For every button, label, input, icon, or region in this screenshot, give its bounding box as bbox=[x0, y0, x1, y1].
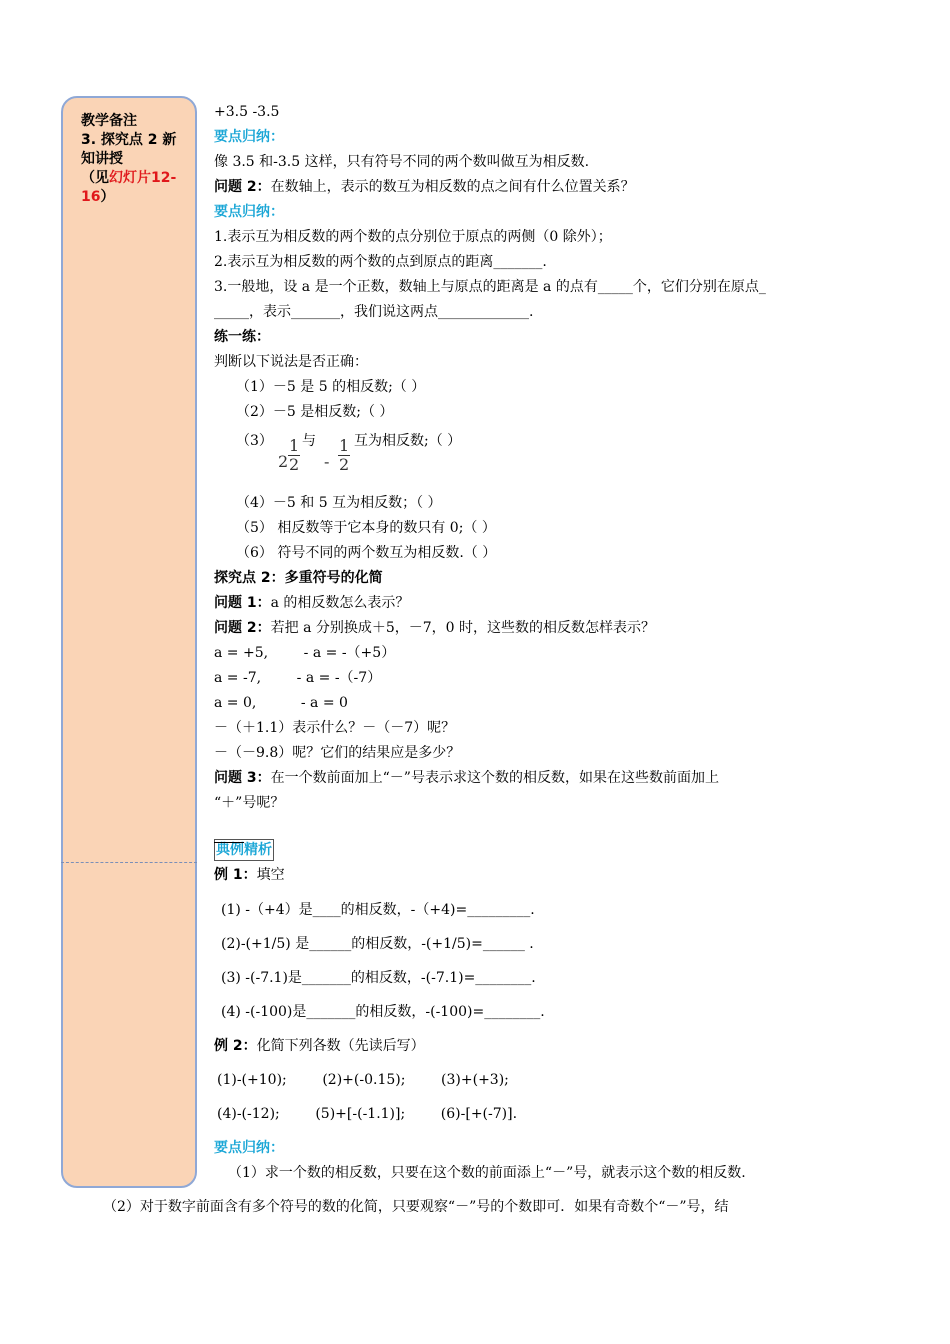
question-2: 问题 2：在数轴上，表示的数互为相反数的点之间有什么位置关系？ bbox=[214, 179, 635, 195]
sidebar-text bbox=[81, 112, 185, 207]
sidebar-slide-ref: （见幻灯片12-16） bbox=[81, 170, 177, 205]
lesson-content bbox=[214, 100, 874, 1186]
short-rule bbox=[214, 842, 244, 843]
summary-rule-2: （2）对于数字前面含有多个符号的数的化简，只要观察“－”号的个数即可．如果有奇数个“－”号，结 bbox=[103, 1199, 729, 1215]
example-a-neg7: a = -7, - a = -（-7） bbox=[214, 670, 382, 686]
sidebar-section: 3. 探究点 2 新知讲授 bbox=[81, 132, 177, 167]
practice-item-6: （6） 符号不同的两个数互为相反数.（ ） bbox=[236, 545, 497, 561]
section-heading: 探究点 2：多重符号的化简 bbox=[214, 570, 383, 586]
negative-sign: - bbox=[324, 452, 330, 471]
mixed-number-whole: 2 bbox=[278, 452, 289, 471]
practice-item-2: （2）－5 是相反数;（ ） bbox=[236, 404, 394, 420]
practice-heading: 练一练： bbox=[214, 329, 270, 345]
example-1-item-2: (2)-(+1/5) 是______的相反数，-(+1/5)=______ . bbox=[221, 936, 534, 952]
sign-question-2: －（－9.8）呢？它们的结果应是多少？ bbox=[214, 745, 461, 761]
example-a-pos5: a = +5, - a = -（+5） bbox=[214, 645, 396, 661]
sidebar-title: 教学备注 bbox=[81, 113, 137, 129]
sign-question-1: －（＋1.1）表示什么？－（－7）呢？ bbox=[214, 720, 456, 736]
example-2-row-1: (1)-(+10); (2)+(-0.15); (3)+(+3); bbox=[217, 1072, 509, 1088]
summary-point-3: 3.一般地，设 a 是一个正数，数轴上与原点的距离是 a 的点有_____个，它们分别在原点_ bbox=[214, 279, 766, 295]
key-summary-heading: 要点归纳： bbox=[214, 129, 284, 145]
teaching-notes-sidebar bbox=[61, 96, 197, 1188]
practice-item-1: （1）－5 是 5 的相反数;（ ） bbox=[236, 379, 426, 395]
summary-rule-1: （1）求一个数的相反数，只要在这个数的前面添上“－”号，就表示这个数的相反数. bbox=[228, 1165, 746, 1181]
key-summary-heading: 要点归纳： bbox=[214, 204, 284, 220]
example-1-item-1: (1) -（+4）是____的相反数，-（+4)=_________. bbox=[221, 902, 535, 918]
slide-range: 幻灯片12-16 bbox=[81, 170, 177, 205]
dashed-divider bbox=[61, 862, 197, 863]
example-2-row-2: (4)-(-12); (5)+[-(-1.1)]; (6)-[+(-7)]. bbox=[217, 1106, 518, 1122]
example-1-item-4: (4) -(-100)是_______的相反数，-(-100)=________. bbox=[221, 1004, 545, 1020]
fraction-one-half: $\frac{1}{2}$ bbox=[289, 436, 300, 474]
summary-point-3-cont: _____，表示_______，我们说这两点_____________. bbox=[214, 304, 534, 320]
practice-item-3: （3） 与 互为相反数;（ ） 2 $\frac{1}{2}$ - $\frac{1}{2}$ bbox=[236, 433, 462, 474]
question-2b: 问题 2：若把 a 分别换成＋5，－7，0 时，这些数的相反数怎样表示？ bbox=[214, 620, 656, 636]
key-summary-heading: 要点归纳： bbox=[214, 1140, 284, 1156]
definition-text: 像 3.5 和-3.5 这样，只有符号不同的两个数叫做互为相反数. bbox=[214, 154, 590, 170]
example-1: 例 1：填空 bbox=[214, 867, 285, 883]
examples-heading: 典例精析 bbox=[214, 839, 274, 861]
question-3: 问题 3：在一个数前面加上“－”号表示求这个数的相反数，如果在这些数前面加上 bbox=[214, 770, 719, 786]
practice-item-5: （5） 相反数等于它本身的数只有 0;（ ） bbox=[236, 520, 496, 536]
practice-item-4: （4）－5 和 5 互为相反数；（ ） bbox=[236, 495, 442, 511]
example-2: 例 2：化简下列各数（先读后写） bbox=[214, 1038, 425, 1054]
number-pair: +3.5 -3.5 bbox=[214, 104, 280, 120]
question-1: 问题 1：a 的相反数怎么表示？ bbox=[214, 595, 410, 611]
fraction-neg-half: $\frac{1}{2}$ bbox=[339, 436, 350, 474]
summary-point-1: 1.表示互为相反数的两个数的点分别位于原点的两侧（0 除外）； bbox=[214, 229, 612, 245]
question-3-cont: “＋”号呢？ bbox=[214, 795, 285, 811]
example-1-item-3: (3) -(-7.1)是_______的相反数，-(-7.1)=________. bbox=[221, 970, 536, 986]
examples-heading-row bbox=[214, 838, 874, 865]
example-a-zero: a = 0, - a = 0 bbox=[214, 695, 348, 711]
summary-point-2: 2.表示互为相反数的两个数的点到原点的距离_______. bbox=[214, 254, 547, 270]
practice-instruction: 判断以下说法是否正确： bbox=[214, 354, 368, 370]
